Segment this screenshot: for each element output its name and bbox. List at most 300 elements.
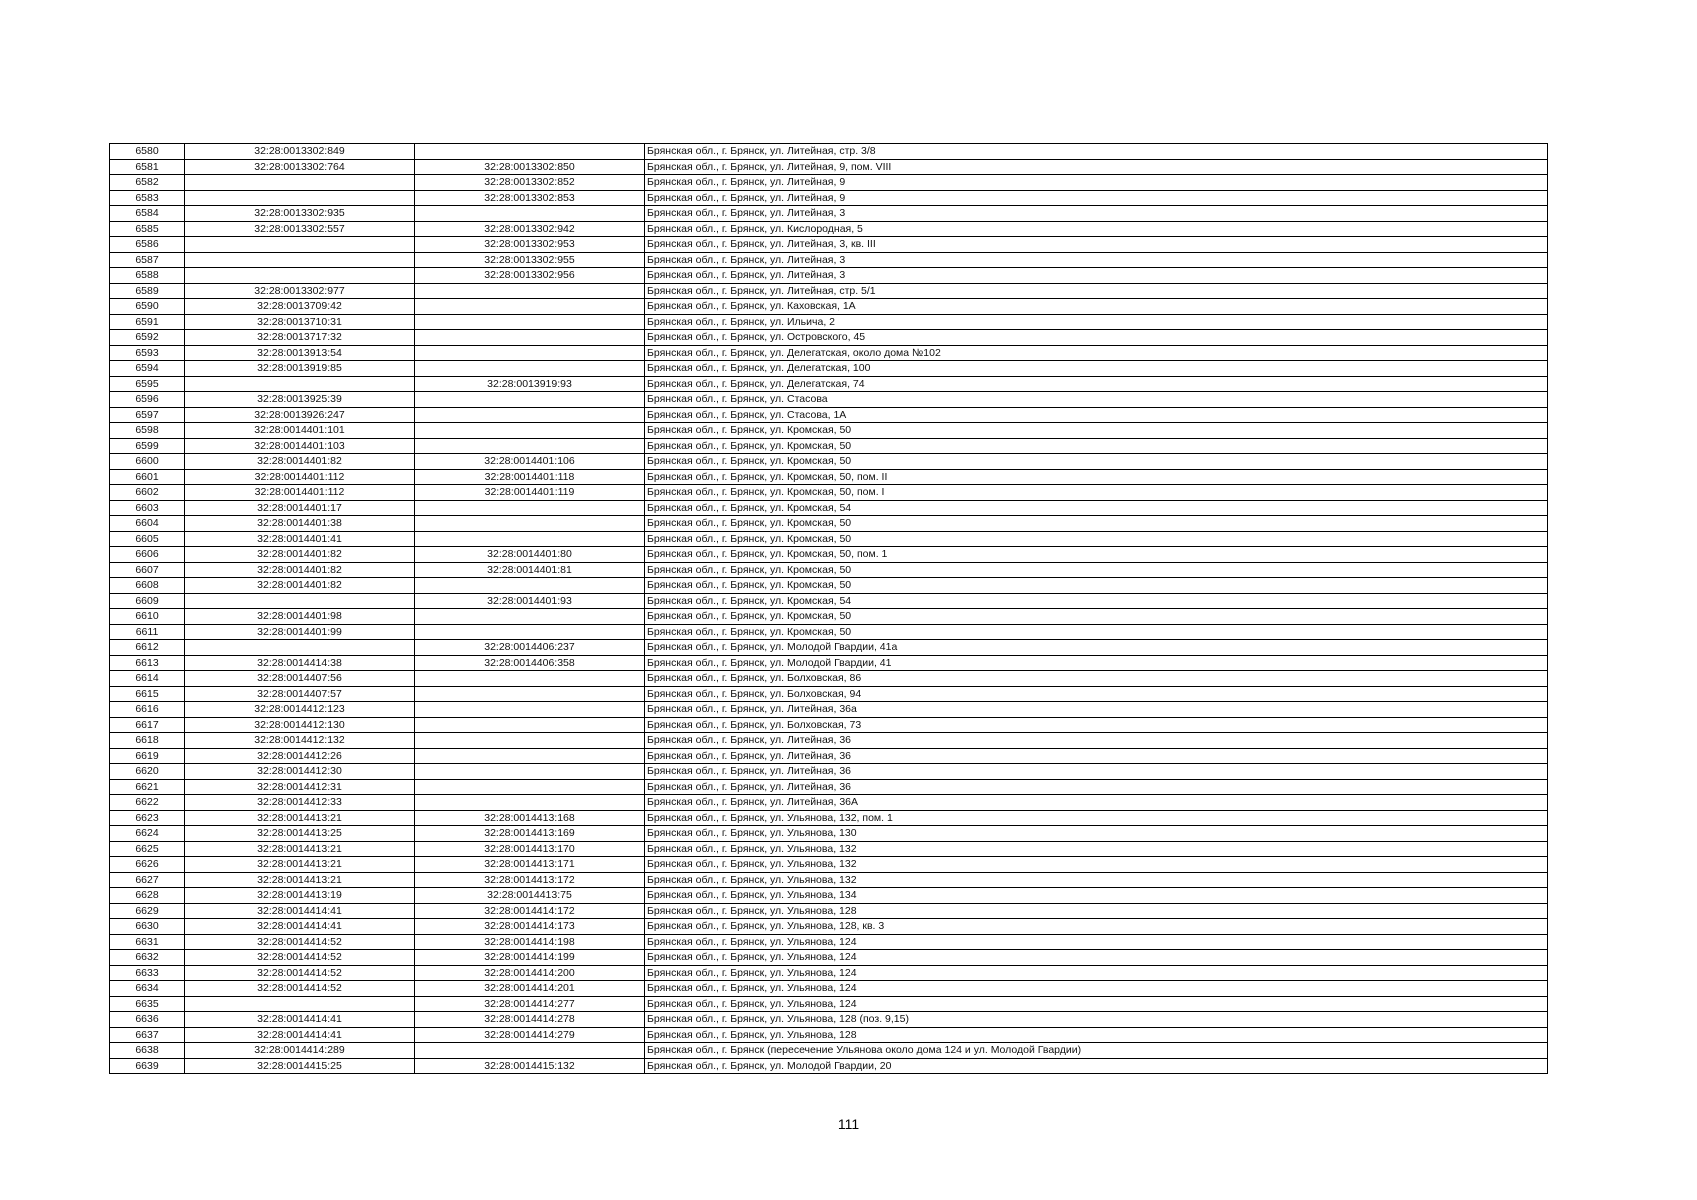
object-number-cell: 32:28:0013919:93 — [415, 376, 645, 392]
table-row — [110, 516, 1548, 532]
row-number-cell: 6631 — [110, 934, 185, 950]
row-number-cell: 6608 — [110, 578, 185, 594]
address-cell: Брянская обл., г. Брянск, ул. Ульянова, 128 — [645, 1027, 1548, 1043]
parcel-number-cell: 32:28:0014413:25 — [185, 826, 415, 842]
address-cell: Брянская обл., г. Брянск, ул. Болховская, 86 — [645, 671, 1548, 687]
parcel-number-cell: 32:28:0013302:935 — [185, 206, 415, 222]
address-cell: Брянская обл., г. Брянск, ул. Литейная, 9 — [645, 190, 1548, 206]
parcel-number-cell: 32:28:0014401:82 — [185, 454, 415, 470]
object-number-cell — [415, 578, 645, 594]
table-row — [110, 299, 1548, 315]
address-cell: Брянская обл., г. Брянск, ул. Литейная, 3, кв. III — [645, 237, 1548, 253]
row-number-cell: 6614 — [110, 671, 185, 687]
parcel-number-cell: 32:28:0013710:31 — [185, 314, 415, 330]
parcel-number-cell — [185, 252, 415, 268]
object-number-cell: 32:28:0013302:942 — [415, 221, 645, 237]
table-row — [110, 237, 1548, 253]
table-row — [110, 965, 1548, 981]
table-row — [110, 1043, 1548, 1059]
parcel-number-cell — [185, 376, 415, 392]
row-number-cell: 6604 — [110, 516, 185, 532]
address-cell: Брянская обл., г. Брянск, ул. Болховская, 94 — [645, 686, 1548, 702]
address-cell: Брянская обл., г. Брянск, ул. Ильича, 2 — [645, 314, 1548, 330]
row-number-cell: 6588 — [110, 268, 185, 284]
parcel-number-cell: 32:28:0014401:101 — [185, 423, 415, 439]
parcel-number-cell: 32:28:0014414:41 — [185, 903, 415, 919]
row-number-cell: 6611 — [110, 624, 185, 640]
address-cell: Брянская обл., г. Брянск, ул. Ульянова, 124 — [645, 965, 1548, 981]
object-number-cell: 32:28:0013302:850 — [415, 159, 645, 175]
parcel-number-cell: 32:28:0014412:132 — [185, 733, 415, 749]
address-cell: Брянская обл., г. Брянск, ул. Ульянова, 124 — [645, 996, 1548, 1012]
table-row — [110, 640, 1548, 656]
object-number-cell: 32:28:0014415:132 — [415, 1058, 645, 1074]
table-row — [110, 981, 1548, 997]
address-cell: Брянская обл., г. Брянск, ул. Ульянова, 124 — [645, 950, 1548, 966]
address-cell: Брянская обл., г. Брянск, ул. Ульянова, 128, кв. 3 — [645, 919, 1548, 935]
parcel-number-cell: 32:28:0014413:21 — [185, 872, 415, 888]
parcel-number-cell: 32:28:0014413:21 — [185, 841, 415, 857]
parcel-number-cell: 32:28:0014414:41 — [185, 1027, 415, 1043]
object-number-cell — [415, 795, 645, 811]
table-row — [110, 903, 1548, 919]
object-number-cell: 32:28:0014413:170 — [415, 841, 645, 857]
table-row — [110, 454, 1548, 470]
object-number-cell: 32:28:0014401:119 — [415, 485, 645, 501]
parcel-number-cell — [185, 640, 415, 656]
object-number-cell: 32:28:0014413:168 — [415, 810, 645, 826]
row-number-cell: 6595 — [110, 376, 185, 392]
object-number-cell — [415, 1043, 645, 1059]
table-row — [110, 888, 1548, 904]
object-number-cell: 32:28:0014414:277 — [415, 996, 645, 1012]
table-row — [110, 330, 1548, 346]
object-number-cell: 32:28:0014414:173 — [415, 919, 645, 935]
object-number-cell — [415, 748, 645, 764]
address-cell: Брянская обл., г. Брянск, ул. Литейная, 36а — [645, 702, 1548, 718]
parcel-number-cell: 32:28:0014413:19 — [185, 888, 415, 904]
row-number-cell: 6583 — [110, 190, 185, 206]
parcel-number-cell: 32:28:0014412:26 — [185, 748, 415, 764]
parcel-number-cell: 32:28:0014401:82 — [185, 562, 415, 578]
row-number-cell: 6626 — [110, 857, 185, 873]
table-row — [110, 314, 1548, 330]
object-number-cell — [415, 624, 645, 640]
object-number-cell — [415, 686, 645, 702]
address-cell: Брянская обл., г. Брянск, ул. Литейная, 3 — [645, 268, 1548, 284]
table-row — [110, 190, 1548, 206]
parcel-number-cell: 32:28:0013302:764 — [185, 159, 415, 175]
parcel-number-cell: 32:28:0014401:41 — [185, 531, 415, 547]
row-number-cell: 6598 — [110, 423, 185, 439]
parcel-number-cell: 32:28:0013919:85 — [185, 361, 415, 377]
row-number-cell: 6639 — [110, 1058, 185, 1074]
parcel-number-cell: 32:28:0014414:289 — [185, 1043, 415, 1059]
object-number-cell: 32:28:0014401:80 — [415, 547, 645, 563]
address-cell: Брянская обл., г. Брянск, ул. Ульянова, 128 (поз. 9,15) — [645, 1012, 1548, 1028]
parcel-number-cell: 32:28:0014401:98 — [185, 609, 415, 625]
address-cell: Брянская обл., г. Брянск, ул. Кромская, 50, пом. II — [645, 469, 1548, 485]
parcel-number-cell: 32:28:0013926:247 — [185, 407, 415, 423]
page-number: 111 — [837, 1116, 860, 1132]
table-row — [110, 826, 1548, 842]
address-cell: Брянская обл., г. Брянск, ул. Болховская, 73 — [645, 717, 1548, 733]
table-row — [110, 857, 1548, 873]
table-row — [110, 438, 1548, 454]
table-row — [110, 469, 1548, 485]
object-number-cell: 32:28:0014413:171 — [415, 857, 645, 873]
row-number-cell: 6586 — [110, 237, 185, 253]
row-number-cell: 6596 — [110, 392, 185, 408]
address-cell: Брянская обл., г. Брянск, ул. Ульянова, 132 — [645, 857, 1548, 873]
table-row — [110, 950, 1548, 966]
row-number-cell: 6589 — [110, 283, 185, 299]
object-number-cell — [415, 717, 645, 733]
address-cell: Брянская обл., г. Брянск, ул. Молодой Гвардии, 41 — [645, 655, 1548, 671]
parcel-number-cell: 32:28:0013302:557 — [185, 221, 415, 237]
object-number-cell: 32:28:0014414:198 — [415, 934, 645, 950]
object-number-cell — [415, 423, 645, 439]
parcel-number-cell — [185, 190, 415, 206]
object-number-cell — [415, 283, 645, 299]
row-number-cell: 6623 — [110, 810, 185, 826]
parcel-number-cell: 32:28:0014415:25 — [185, 1058, 415, 1074]
parcel-number-cell: 32:28:0013302:849 — [185, 144, 415, 160]
object-number-cell — [415, 206, 645, 222]
object-number-cell — [415, 500, 645, 516]
table-row — [110, 407, 1548, 423]
table-row — [110, 1027, 1548, 1043]
parcel-number-cell: 32:28:0014414:38 — [185, 655, 415, 671]
object-number-cell — [415, 764, 645, 780]
table-row — [110, 609, 1548, 625]
parcel-number-cell: 32:28:0014407:57 — [185, 686, 415, 702]
parcel-number-cell: 32:28:0014401:103 — [185, 438, 415, 454]
row-number-cell: 6590 — [110, 299, 185, 315]
parcel-number-cell: 32:28:0014401:17 — [185, 500, 415, 516]
row-number-cell: 6609 — [110, 593, 185, 609]
row-number-cell: 6635 — [110, 996, 185, 1012]
object-number-cell: 32:28:0014413:169 — [415, 826, 645, 842]
address-cell: Брянская обл., г. Брянск, ул. Ульянова, 128 — [645, 903, 1548, 919]
row-number-cell: 6621 — [110, 779, 185, 795]
object-number-cell: 32:28:0013302:953 — [415, 237, 645, 253]
object-number-cell — [415, 330, 645, 346]
parcel-number-cell: 32:28:0013925:39 — [185, 392, 415, 408]
row-number-cell: 6622 — [110, 795, 185, 811]
object-number-cell — [415, 779, 645, 795]
parcel-number-cell: 32:28:0014401:99 — [185, 624, 415, 640]
object-number-cell: 32:28:0014401:93 — [415, 593, 645, 609]
parcel-number-cell: 32:28:0013717:32 — [185, 330, 415, 346]
parcel-number-cell — [185, 237, 415, 253]
parcel-number-cell: 32:28:0014412:130 — [185, 717, 415, 733]
address-cell: Брянская обл., г. Брянск, ул. Литейная, 9 — [645, 175, 1548, 191]
row-number-cell: 6634 — [110, 981, 185, 997]
table-row — [110, 748, 1548, 764]
table-row — [110, 175, 1548, 191]
table-row — [110, 423, 1548, 439]
row-number-cell: 6597 — [110, 407, 185, 423]
address-cell: Брянская обл., г. Брянск, ул. Литейная, 36 — [645, 779, 1548, 795]
table-row — [110, 779, 1548, 795]
table-row — [110, 593, 1548, 609]
row-number-cell: 6612 — [110, 640, 185, 656]
row-number-cell: 6637 — [110, 1027, 185, 1043]
address-cell: Брянская обл., г. Брянск, ул. Кромская, 50 — [645, 516, 1548, 532]
parcel-number-cell: 32:28:0014413:21 — [185, 857, 415, 873]
row-number-cell: 6613 — [110, 655, 185, 671]
object-number-cell: 32:28:0013302:955 — [415, 252, 645, 268]
address-cell: Брянская обл., г. Брянск, ул. Литейная, 9, пом. VIII — [645, 159, 1548, 175]
address-cell: Брянская обл., г. Брянск, ул. Кромская, 54 — [645, 593, 1548, 609]
table-row — [110, 500, 1548, 516]
object-number-cell: 32:28:0014413:172 — [415, 872, 645, 888]
address-cell: Брянская обл., г. Брянск, ул. Делегатская, 100 — [645, 361, 1548, 377]
row-number-cell: 6582 — [110, 175, 185, 191]
table-row — [110, 531, 1548, 547]
table-row — [110, 562, 1548, 578]
row-number-cell: 6638 — [110, 1043, 185, 1059]
object-number-cell: 32:28:0014401:106 — [415, 454, 645, 470]
parcel-number-cell: 32:28:0014414:52 — [185, 965, 415, 981]
row-number-cell: 6580 — [110, 144, 185, 160]
object-number-cell: 32:28:0014406:237 — [415, 640, 645, 656]
address-cell: Брянская обл., г. Брянск, ул. Кромская, 50 — [645, 423, 1548, 439]
table-row — [110, 485, 1548, 501]
object-number-cell — [415, 609, 645, 625]
table-row — [110, 717, 1548, 733]
object-number-cell — [415, 733, 645, 749]
address-cell: Брянская обл., г. Брянск, ул. Делегатская, 74 — [645, 376, 1548, 392]
row-number-cell: 6584 — [110, 206, 185, 222]
parcel-number-cell: 32:28:0014412:31 — [185, 779, 415, 795]
address-cell: Брянская обл., г. Брянск, ул. Ульянова, 130 — [645, 826, 1548, 842]
parcel-number-cell: 32:28:0014401:112 — [185, 485, 415, 501]
row-number-cell: 6610 — [110, 609, 185, 625]
row-number-cell: 6618 — [110, 733, 185, 749]
row-number-cell: 6600 — [110, 454, 185, 470]
row-number-cell: 6592 — [110, 330, 185, 346]
parcel-number-cell: 32:28:0014414:41 — [185, 919, 415, 935]
table-row — [110, 252, 1548, 268]
parcel-number-cell — [185, 268, 415, 284]
object-number-cell: 32:28:0014414:200 — [415, 965, 645, 981]
table-row — [110, 1012, 1548, 1028]
object-number-cell: 32:28:0014413:75 — [415, 888, 645, 904]
parcel-number-cell: 32:28:0013302:977 — [185, 283, 415, 299]
address-cell: Брянская обл., г. Брянск, ул. Кислородная, 5 — [645, 221, 1548, 237]
address-cell: Брянская обл., г. Брянск, ул. Каховская, 1А — [645, 299, 1548, 315]
object-number-cell — [415, 407, 645, 423]
address-cell: Брянская обл., г. Брянск, ул. Литейная, 3 — [645, 252, 1548, 268]
object-number-cell — [415, 299, 645, 315]
object-number-cell: 32:28:0014414:279 — [415, 1027, 645, 1043]
table-row — [110, 655, 1548, 671]
row-number-cell: 6601 — [110, 469, 185, 485]
object-number-cell: 32:28:0013302:853 — [415, 190, 645, 206]
row-number-cell: 6587 — [110, 252, 185, 268]
row-number-cell: 6603 — [110, 500, 185, 516]
table-row — [110, 872, 1548, 888]
row-number-cell: 6605 — [110, 531, 185, 547]
table-row — [110, 733, 1548, 749]
object-number-cell — [415, 531, 645, 547]
object-number-cell: 32:28:0014414:199 — [415, 950, 645, 966]
table-row — [110, 841, 1548, 857]
address-cell: Брянская обл., г. Брянск, ул. Ульянова, 132 — [645, 872, 1548, 888]
object-number-cell: 32:28:0014406:358 — [415, 655, 645, 671]
table-row — [110, 764, 1548, 780]
address-cell: Брянская обл., г. Брянск, ул. Ульянова, 124 — [645, 934, 1548, 950]
table-row — [110, 624, 1548, 640]
object-number-cell — [415, 516, 645, 532]
address-cell: Брянская обл., г. Брянск, ул. Литейная, стр. 5/1 — [645, 283, 1548, 299]
parcel-number-cell: 32:28:0014414:52 — [185, 981, 415, 997]
address-cell: Брянская обл., г. Брянск, ул. Ульянова, 132, пом. 1 — [645, 810, 1548, 826]
object-number-cell: 32:28:0014414:172 — [415, 903, 645, 919]
table-row — [110, 268, 1548, 284]
row-number-cell: 6636 — [110, 1012, 185, 1028]
address-cell: Брянская обл., г. Брянск, ул. Кромская, 50, пом. 1 — [645, 547, 1548, 563]
parcel-number-cell: 32:28:0014414:41 — [185, 1012, 415, 1028]
address-cell: Брянская обл., г. Брянск, ул. Делегатская, около дома №102 — [645, 345, 1548, 361]
address-cell: Брянская обл., г. Брянск, ул. Ульянова, 124 — [645, 981, 1548, 997]
object-number-cell: 32:28:0014414:278 — [415, 1012, 645, 1028]
row-number-cell: 6585 — [110, 221, 185, 237]
address-cell: Брянская обл., г. Брянск, ул. Кромская, 50 — [645, 531, 1548, 547]
cadastral-table — [109, 143, 1548, 1074]
row-number-cell: 6627 — [110, 872, 185, 888]
address-cell: Брянская обл., г. Брянск, ул. Молодой Гвардии, 20 — [645, 1058, 1548, 1074]
row-number-cell: 6617 — [110, 717, 185, 733]
table-body — [110, 144, 1548, 1074]
table-row — [110, 221, 1548, 237]
address-cell: Брянская обл., г. Брянск, ул. Кромская, 50 — [645, 609, 1548, 625]
table-row — [110, 702, 1548, 718]
parcel-number-cell: 32:28:0014413:21 — [185, 810, 415, 826]
object-number-cell: 32:28:0014414:201 — [415, 981, 645, 997]
object-number-cell: 32:28:0014401:118 — [415, 469, 645, 485]
table-row — [110, 686, 1548, 702]
object-number-cell: 32:28:0014401:81 — [415, 562, 645, 578]
row-number-cell: 6602 — [110, 485, 185, 501]
address-cell: Брянская обл., г. Брянск, ул. Стасова, 1А — [645, 407, 1548, 423]
parcel-number-cell: 32:28:0013709:42 — [185, 299, 415, 315]
object-number-cell — [415, 438, 645, 454]
row-number-cell: 6616 — [110, 702, 185, 718]
address-cell: Брянская обл., г. Брянск, ул. Стасова — [645, 392, 1548, 408]
table-row — [110, 810, 1548, 826]
row-number-cell: 6606 — [110, 547, 185, 563]
table-row — [110, 361, 1548, 377]
address-cell: Брянская обл., г. Брянск, ул. Ульянова, 132 — [645, 841, 1548, 857]
parcel-number-cell — [185, 175, 415, 191]
row-number-cell: 6619 — [110, 748, 185, 764]
row-number-cell: 6591 — [110, 314, 185, 330]
table-row — [110, 795, 1548, 811]
object-number-cell — [415, 314, 645, 330]
parcel-number-cell: 32:28:0014414:52 — [185, 950, 415, 966]
parcel-number-cell: 32:28:0013913:54 — [185, 345, 415, 361]
address-cell: Брянская обл., г. Брянск, ул. Литейная, 36 — [645, 764, 1548, 780]
parcel-number-cell: 32:28:0014407:56 — [185, 671, 415, 687]
parcel-number-cell: 32:28:0014401:112 — [185, 469, 415, 485]
row-number-cell: 6633 — [110, 965, 185, 981]
address-cell: Брянская обл., г. Брянск, ул. Молодой Гвардии, 41а — [645, 640, 1548, 656]
parcel-number-cell: 32:28:0014401:82 — [185, 578, 415, 594]
row-number-cell: 6607 — [110, 562, 185, 578]
row-number-cell: 6632 — [110, 950, 185, 966]
row-number-cell: 6630 — [110, 919, 185, 935]
table-row — [110, 934, 1548, 950]
row-number-cell: 6625 — [110, 841, 185, 857]
parcel-number-cell: 32:28:0014401:38 — [185, 516, 415, 532]
parcel-number-cell — [185, 593, 415, 609]
table-row — [110, 996, 1548, 1012]
table-row — [110, 144, 1548, 160]
object-number-cell: 32:28:0013302:956 — [415, 268, 645, 284]
address-cell: Брянская обл., г. Брянск, ул. Кромская, 50 — [645, 562, 1548, 578]
row-number-cell: 6624 — [110, 826, 185, 842]
object-number-cell — [415, 702, 645, 718]
row-number-cell: 6594 — [110, 361, 185, 377]
object-number-cell — [415, 144, 645, 160]
address-cell: Брянская обл., г. Брянск, ул. Литейная, 36 — [645, 748, 1548, 764]
address-cell: Брянская обл., г. Брянск, ул. Кромская, 54 — [645, 500, 1548, 516]
row-number-cell: 6620 — [110, 764, 185, 780]
table-row — [110, 1058, 1548, 1074]
address-cell: Брянская обл., г. Брянск, ул. Ульянова, 134 — [645, 888, 1548, 904]
table-row — [110, 547, 1548, 563]
object-number-cell — [415, 361, 645, 377]
object-number-cell — [415, 392, 645, 408]
address-cell: Брянская обл., г. Брянск, ул. Кромская, 50, пом. I — [645, 485, 1548, 501]
table-row — [110, 919, 1548, 935]
address-cell: Брянская обл., г. Брянск, ул. Кромская, 50 — [645, 454, 1548, 470]
table-row — [110, 345, 1548, 361]
object-number-cell — [415, 671, 645, 687]
address-cell: Брянская обл., г. Брянск, ул. Кромская, 50 — [645, 578, 1548, 594]
address-cell: Брянская обл., г. Брянск, ул. Литейная, стр. 3/8 — [645, 144, 1548, 160]
table-row — [110, 671, 1548, 687]
row-number-cell: 6581 — [110, 159, 185, 175]
table-row — [110, 578, 1548, 594]
object-number-cell — [415, 345, 645, 361]
table-row — [110, 159, 1548, 175]
object-number-cell: 32:28:0013302:852 — [415, 175, 645, 191]
table-row — [110, 392, 1548, 408]
row-number-cell: 6629 — [110, 903, 185, 919]
address-cell: Брянская обл., г. Брянск, ул. Кромская, 50 — [645, 624, 1548, 640]
parcel-number-cell: 32:28:0014412:33 — [185, 795, 415, 811]
parcel-number-cell — [185, 996, 415, 1012]
address-cell: Брянская обл., г. Брянск, ул. Островского, 45 — [645, 330, 1548, 346]
address-cell: Брянская обл., г. Брянск, ул. Кромская, 50 — [645, 438, 1548, 454]
parcel-number-cell: 32:28:0014401:82 — [185, 547, 415, 563]
row-number-cell: 6593 — [110, 345, 185, 361]
table-row — [110, 206, 1548, 222]
row-number-cell: 6615 — [110, 686, 185, 702]
parcel-number-cell: 32:28:0014412:30 — [185, 764, 415, 780]
row-number-cell: 6599 — [110, 438, 185, 454]
row-number-cell: 6628 — [110, 888, 185, 904]
address-cell: Брянская обл., г. Брянск, ул. Литейная, 36 — [645, 733, 1548, 749]
table-row — [110, 376, 1548, 392]
parcel-number-cell: 32:28:0014412:123 — [185, 702, 415, 718]
address-cell: Брянская обл., г. Брянск (пересечение Ульянова около дома 124 и ул. Молодой Гвардии) — [645, 1043, 1548, 1059]
address-cell: Брянская обл., г. Брянск, ул. Литейная, 3 — [645, 206, 1548, 222]
